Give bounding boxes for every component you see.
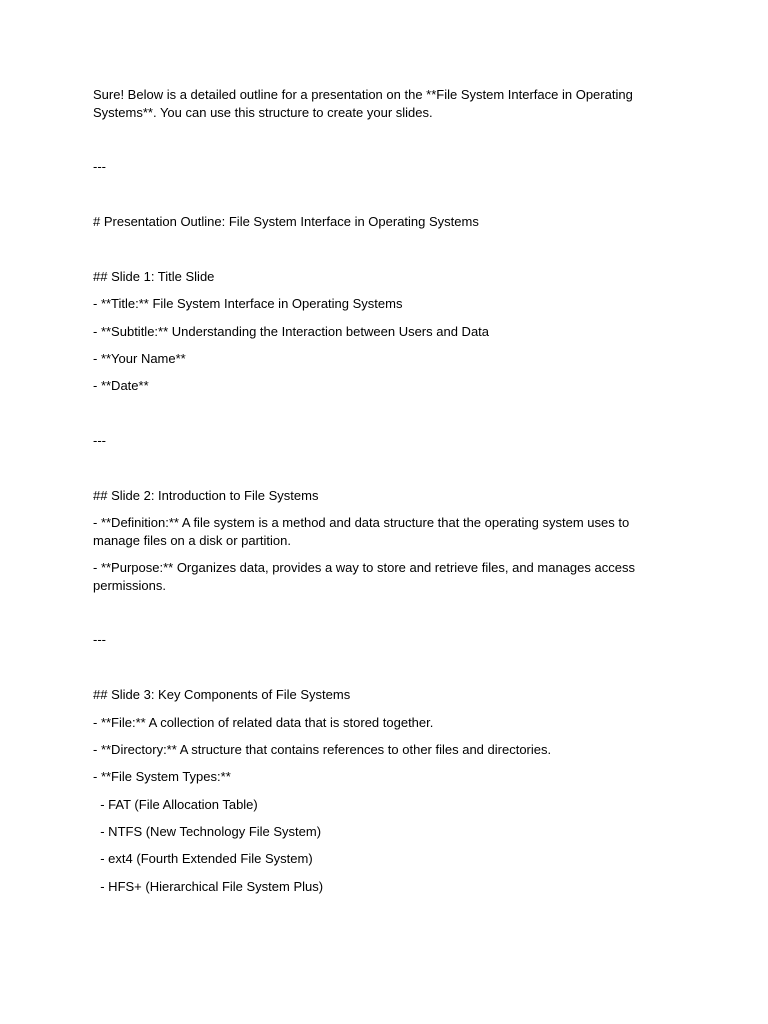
- list-item: - **Your Name**: [93, 351, 186, 366]
- separator: ---: [93, 632, 106, 647]
- list-item: - **File System Types:**: [93, 769, 231, 784]
- list-item: - **Definition:** A file system is a method and data structure that the operating system uses to manage files on a disk or partition.: [93, 515, 633, 548]
- list-item: - **Date**: [93, 378, 149, 393]
- slide-3-heading: ## Slide 3: Key Components of File Systems: [93, 687, 351, 702]
- list-item: - **Directory:** A structure that contains references to other files and directories.: [93, 742, 552, 757]
- sub-list-item: - NTFS (New Technology File System): [93, 824, 322, 839]
- document-heading: # Presentation Outline: File System Interface in Operating Systems: [93, 214, 479, 229]
- slide-1-heading: ## Slide 1: Title Slide: [93, 269, 215, 284]
- separator: ---: [93, 433, 106, 448]
- sub-list-item: - FAT (File Allocation Table): [93, 797, 258, 812]
- list-item: - **Purpose:** Organizes data, provides a way to store and retrieve files, and manages access permissions.: [93, 560, 639, 593]
- sub-list-item: - ext4 (Fourth Extended File System): [93, 851, 313, 866]
- separator: ---: [93, 159, 106, 174]
- list-item: - **Subtitle:** Understanding the Interaction between Users and Data: [93, 324, 490, 339]
- slide-2-heading: ## Slide 2: Introduction to File Systems: [93, 488, 319, 503]
- list-item: - **Title:** File System Interface in Operating Systems: [93, 296, 403, 311]
- intro-paragraph: Sure! Below is a detailed outline for a presentation on the **File System Interface in Operating Systems**. You can use this structure to create your slides.: [93, 87, 637, 120]
- list-item: - **File:** A collection of related data that is stored together.: [93, 715, 434, 730]
- sub-list-item: - HFS+ (Hierarchical File System Plus): [93, 879, 324, 894]
